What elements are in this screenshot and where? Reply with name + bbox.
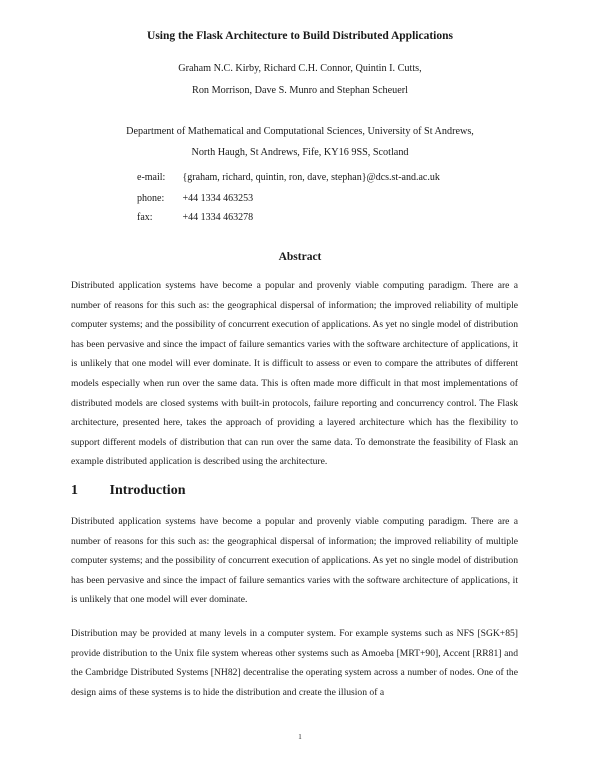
contact-email-row (137, 171, 440, 184)
affiliation-line-1: Department of Mathematical and Computational Sciences, University of St Andrews, (126, 126, 474, 137)
abstract-heading: Abstract (278, 251, 322, 263)
abstract-paragraph: Distributed application systems have become a popular and provenly viable computing paradigm. There are a number of reasons for this such as: the geographical dispersal of information; the improved reliability of multiple computer systems; and the possibility of concurrent execution of applications. As yet no single model of distribution has been pervasive and since the impact of failure semantics varies with the software architecture of applications, it is unlikely that one model will ever dominate. It is difficult to assess or even to compare the attributes of different models especially when run over the same data. This is often made more difficult in that most implementations of distributed models are closed systems with built-in protocols, failure reporting and concurrency control. The Flask architecture, presented here, takes the approach of providing a layered architecture which has the flexibility to support different models of distribution that can run over the same data. To demonstrate the feasibility of Flask an example distributed application is described using the architecture. (71, 280, 518, 468)
affiliation-line-2: North Haugh, St Andrews, Fife, KY16 9SS, Scotland (191, 147, 409, 158)
fax-label: fax: (137, 212, 153, 223)
email-label: e-mail: (137, 172, 166, 183)
fax-value: +44 1334 463278 (182, 212, 254, 223)
introduction-paragraph-2: Distribution may be provided at many levels in a computer system. For example systems such as NFS [SGK+85] provide distribution to the Unix file system whereas other systems such as Amoeba [MRT+90], Accent [RR81] and the Cambridge Distributed Systems [NH82] decentralise the operating system across a number of nodes. One of the design aims of these systems is to hide the distribution and create the illusion of a (71, 628, 518, 698)
section-heading-introduction (71, 482, 185, 500)
phone-label: phone: (137, 193, 165, 204)
phone-value: +44 1334 463253 (182, 193, 254, 204)
page-number: 1 (298, 733, 302, 741)
section-number: 1 (71, 483, 78, 498)
authors-line-1: Graham N.C. Kirby, Richard C.H. Connor, Quintin I. Cutts, (178, 63, 422, 74)
introduction-paragraph-1: Distributed application systems have become a popular and provenly viable computing paradigm. There are a number of reasons for this such as: the geographical dispersal of information; the improved reliability of multiple computer systems; and the possibility of concurrent execution of applications. As yet no single model of distribution has been pervasive and since the impact of failure semantics varies with the software architecture of applications, it is unlikely that one model will ever dominate. (71, 516, 518, 606)
paper-title: Using the Flask Architecture to Build Distributed Applications (147, 30, 453, 42)
section-title: Introduction (109, 483, 186, 498)
contact-fax-row (137, 211, 253, 224)
contact-phone-row (137, 192, 253, 205)
authors-line-2: Ron Morrison, Dave S. Munro and Stephan Scheuerl (192, 85, 408, 96)
email-value: {graham, richard, quintin, ron, dave, stephan}@dcs.st-and.ac.uk (182, 172, 440, 183)
